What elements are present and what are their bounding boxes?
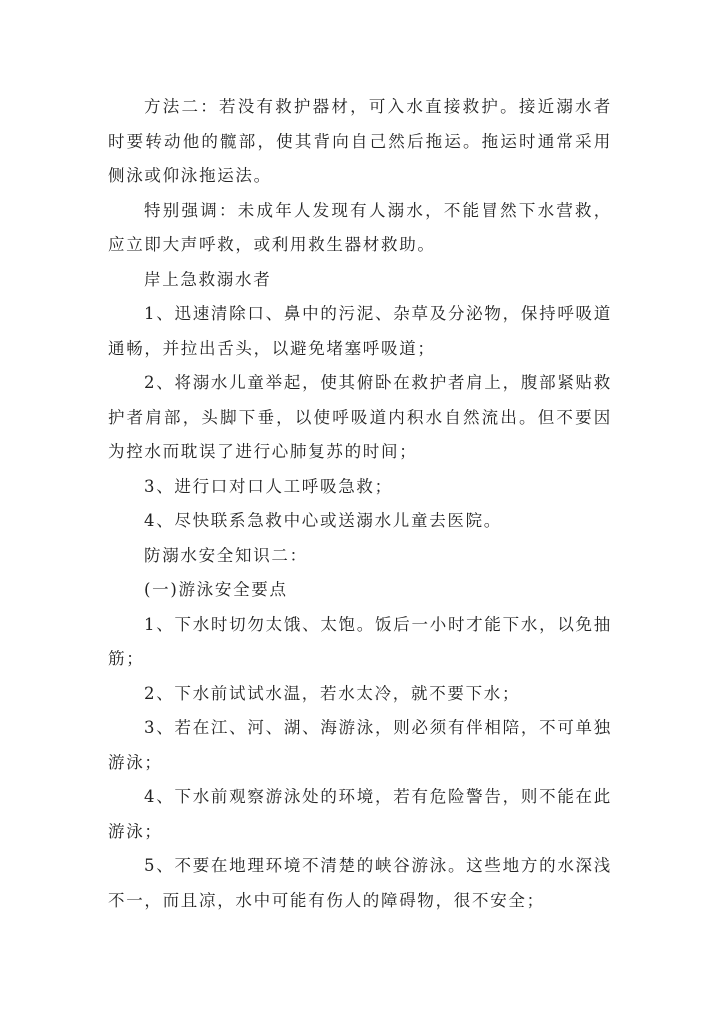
paragraph-method-two: 方法二：若没有救护器材，可入水直接救护。接近溺水者时要转动他的髋部，使其背向自己然后拖运。拖运时通常采用侧泳或仰泳拖运法。 — [108, 97, 612, 185]
list-item-avoid-unknown-gorges: 5、不要在地理环境不清楚的峡谷游泳。这些地方的水深浅不一，而且凉，水中可能有伤人的障碍物，很不安全； — [108, 856, 612, 910]
list-item-contact-emergency: 4、尽快联系急救中心或送溺水儿童去医院。 — [144, 511, 502, 530]
list-item-observe-environment: 4、下水前观察游泳处的环境，若有危险警告，则不能在此游泳； — [108, 787, 612, 841]
list-item-swim-with-companion: 3、若在江、河、湖、海游泳，则必须有伴相陪，不可单独游泳； — [108, 718, 612, 772]
paragraph-special-emphasis: 特别强调：未成年人发现有人溺水，不能冒然下水营救，应立即大声呼救，或利用救生器材救助。 — [108, 200, 612, 254]
list-item-clear-airway: 1、迅速清除口、鼻中的污泥、杂草及分泌物，保持呼吸道通畅，并拉出舌头，以避免堵塞呼吸道； — [108, 304, 612, 358]
section-heading-shore-rescue: 岸上急救溺水者 — [144, 269, 272, 289]
section-heading-safety-knowledge-two: 防溺水安全知识二： — [144, 545, 308, 565]
subsection-heading-swimming-safety: (一)游泳安全要点 — [144, 580, 288, 599]
document-body — [108, 90, 612, 918]
list-item-not-hungry-or-full: 1、下水时切勿太饿、太饱。饭后一小时才能下水，以免抽筋； — [108, 614, 612, 668]
list-item-drain-water: 2、将溺水儿童举起，使其俯卧在救护者肩上，腹部紧贴救护者肩部，头脚下垂，以使呼吸道内积水自然流出。但不要因为控水而耽误了进行心肺复苏的时间； — [108, 373, 612, 461]
list-item-test-water-temperature: 2、下水前试试水温，若水太冷，就不要下水； — [144, 683, 521, 703]
list-item-mouth-to-mouth: 3、进行口对口人工呼吸急救； — [144, 476, 393, 496]
